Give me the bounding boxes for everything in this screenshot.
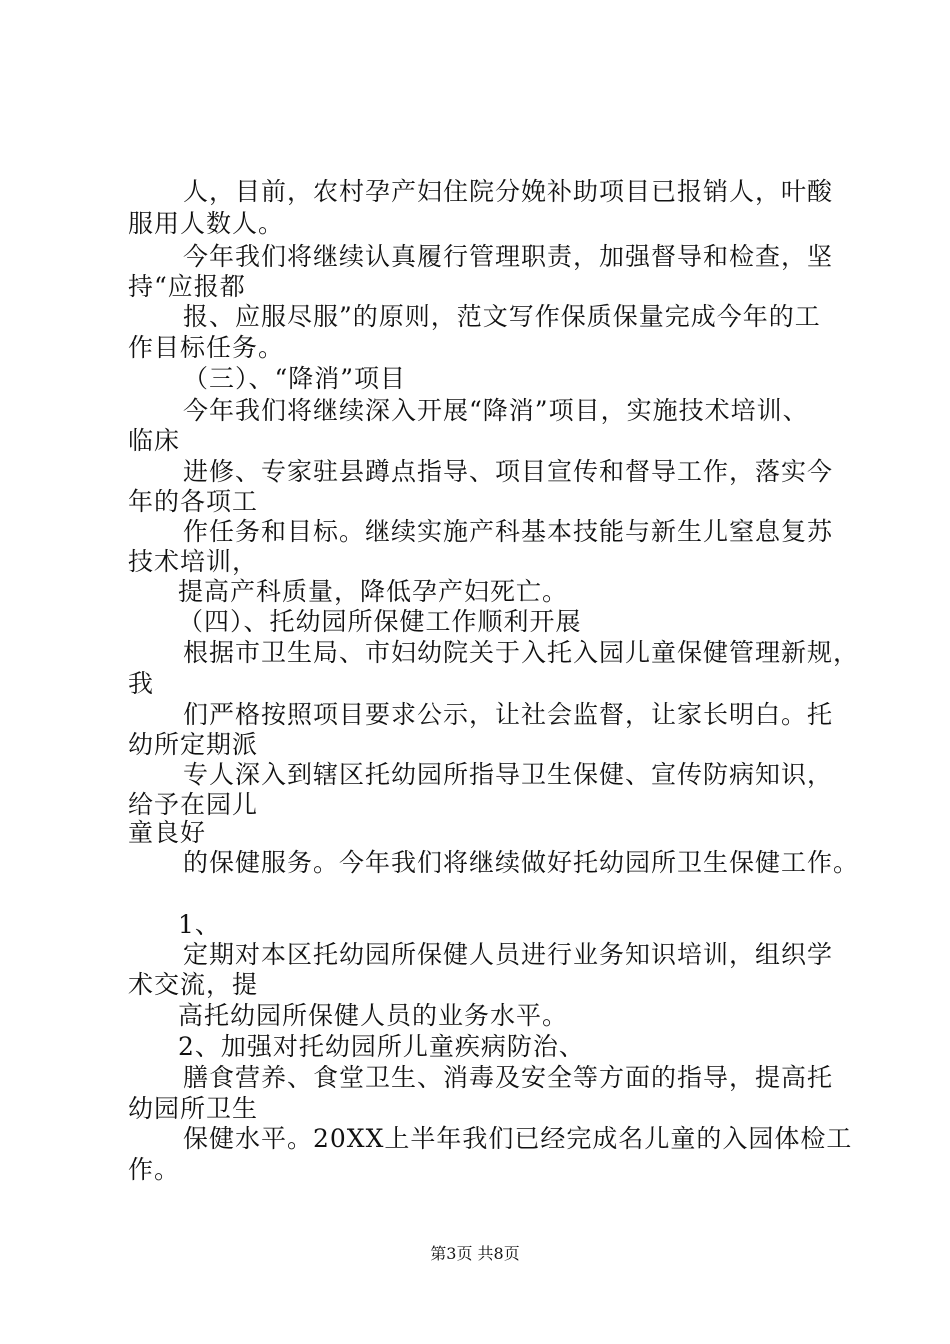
section-heading: （三）、“降消”项目 <box>183 364 407 393</box>
body-text-line: 保健水平。20XX上半年我们已经完成名儿童的入园体检工 <box>183 1124 853 1153</box>
body-text-line: 的保健服务。今年我们将继续做好托幼园所卫生保健工作。 <box>183 848 860 877</box>
body-text-line: 报、应服尽服”的原则，范文写作保质保量完成今年的工 <box>183 302 821 331</box>
body-text-line: 专人深入到辖区托幼园所指导卫生保健、宣传防病知识， <box>183 760 834 789</box>
body-text-line: 高托幼园所保健人员的业务水平。 <box>178 1001 569 1030</box>
body-text-line: 2、加强对托幼园所儿童疾病防治、 <box>178 1032 585 1061</box>
body-text-line: 们严格按照项目要求公示，让社会监督，让家长明白。托 <box>183 700 834 729</box>
body-text-line: 作。 <box>128 1155 181 1184</box>
body-text-line: 作任务和目标。继续实施产科基本技能与新生儿窒息复苏 <box>183 517 834 546</box>
body-text-line: 今年我们将继续认真履行管理职责，加强督导和检查，坚 <box>183 242 834 271</box>
body-text-line: 定期对本区托幼园所保健人员进行业务知识培训，组织学 <box>183 940 834 969</box>
body-text-line: 作目标任务。 <box>128 333 285 362</box>
list-item-number: 1、 <box>178 910 221 939</box>
body-text-line: 根据市卫生局、市妇幼院关于入托入园儿童保健管理新规， <box>183 638 860 667</box>
body-text-line: 术交流，提 <box>128 970 259 999</box>
body-text-line: 年的各项工 <box>128 487 259 516</box>
body-text-line: 我 <box>128 669 155 698</box>
page-number-footer: 第3页 共8页 <box>430 1244 520 1263</box>
body-text-line: 技术培训， <box>128 547 259 576</box>
body-text-line: 幼园所卫生 <box>128 1094 259 1123</box>
body-text-line: 人，目前，农村孕产妇住院分娩补助项目已报销人，叶酸 <box>183 177 834 206</box>
body-text-line: 膳食营养、食堂卫生、消毒及安全等方面的指导，提高托 <box>183 1063 834 1092</box>
body-text-line: 提高产科质量，降低孕产妇死亡。 <box>178 577 569 606</box>
body-text-line: 给予在园儿 <box>128 790 259 819</box>
body-text-line: 临床 <box>128 426 181 455</box>
body-text-line: 童良好 <box>128 818 207 847</box>
body-text-line: 今年我们将继续深入开展“降消”项目，实施技术培训、 <box>183 396 809 425</box>
body-text-line: 服用人数人。 <box>128 209 285 238</box>
body-text-line: 幼所定期派 <box>128 730 259 759</box>
section-heading: （四）、托幼园所保健工作顺利开展 <box>178 607 582 636</box>
body-text-line: 进修、专家驻县蹲点指导、项目宣传和督导工作，落实今 <box>183 457 834 486</box>
body-text-line: 持“应报都 <box>128 272 246 301</box>
